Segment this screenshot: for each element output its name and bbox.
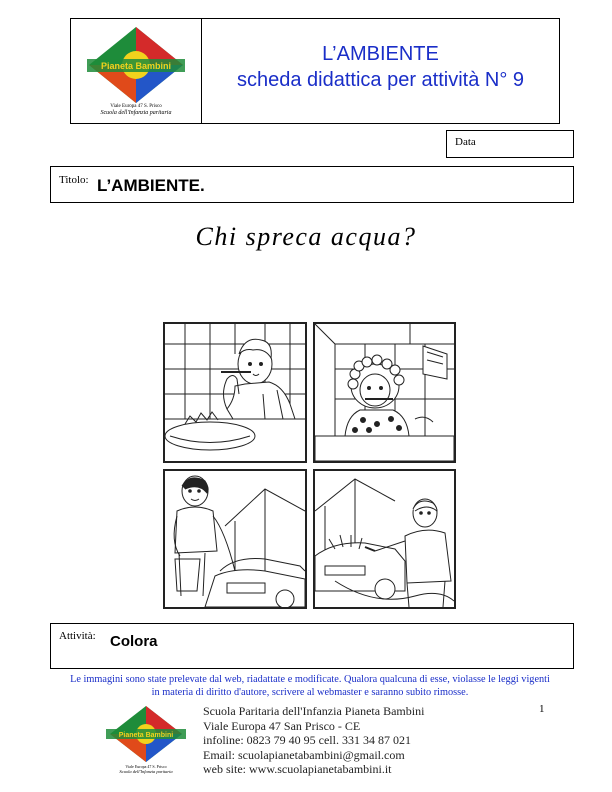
man-washing-car-hose-illustration: [315, 471, 454, 607]
pianeta-bambini-footer-logo-icon: [98, 704, 194, 774]
footer-contact: [203, 704, 424, 777]
footer-school: Scuola Paritaria dell'Infanzia Pianeta Bambini: [203, 704, 425, 718]
header-title-line2: scheda didattica per attività N° 9: [236, 69, 525, 91]
pianeta-bambini-logo-icon: [71, 19, 201, 123]
titolo-box: [50, 166, 574, 203]
girl-brushing-teeth-illustration: [315, 324, 454, 461]
attivita-box: [50, 623, 574, 669]
titolo-label: Titolo:: [59, 174, 89, 186]
header-title-line1: L’AMBIENTE: [322, 43, 439, 65]
date-label: Data: [455, 136, 476, 148]
header-box: [70, 18, 560, 124]
logo-address: Viale Europa 47 S. Prisco: [110, 104, 162, 109]
logo-subtitle: Scuola dell'Infanzia paritaria: [100, 110, 172, 116]
panel-man-washing-car-hose: [313, 469, 456, 609]
panel-man-washing-car-bucket: [163, 469, 307, 609]
disclaimer-line2: in materia di diritto d'autore, scrivere al webmaster e saranno subito rimosse.: [151, 687, 469, 698]
footer-logo-name: Pianeta Bambini: [118, 732, 174, 739]
footer-logo-subtitle: Scuola dell'Infanzia paritaria: [119, 769, 173, 774]
footer-logo-address: Viale Europa 47 S. Prisco: [125, 764, 167, 769]
header-title: [202, 19, 559, 123]
footer-address: Viale Europa 47 San Prisco - CE: [203, 718, 361, 733]
man-washing-car-bucket-illustration: [165, 471, 305, 607]
copyright-disclaimer: [30, 673, 590, 699]
question-heading: Chi spreca acqua?: [195, 222, 417, 251]
panel-girl-brushing-teeth: [313, 322, 456, 463]
attivita-value: Colora: [110, 633, 158, 650]
titolo-value: L’AMBIENTE.: [97, 176, 205, 195]
disclaimer-line1: Le immagini sono state prelevate dal web, riadattate e modificate. Qualora qualcuna di esse, violasse le leggi vigenti: [70, 674, 550, 685]
attivita-label: Attività:: [59, 630, 96, 642]
boy-brushing-teeth-illustration: [165, 324, 305, 461]
school-logo: [71, 19, 202, 123]
date-field[interactable]: [446, 130, 574, 158]
logo-name: Pianeta Bambini: [100, 61, 172, 71]
footer-website[interactable]: web site: www.scuolapianetabambini.it: [203, 762, 392, 776]
footer-logo: [98, 704, 194, 774]
footer-phone: infoline: 0823 79 40 95 cell. 331 34 87 021: [203, 733, 411, 747]
footer-email[interactable]: Email: scuolapianetabambini@gmail.com: [203, 747, 405, 762]
page-number: 1: [539, 703, 545, 715]
panel-boy-brushing-teeth: [163, 322, 307, 463]
